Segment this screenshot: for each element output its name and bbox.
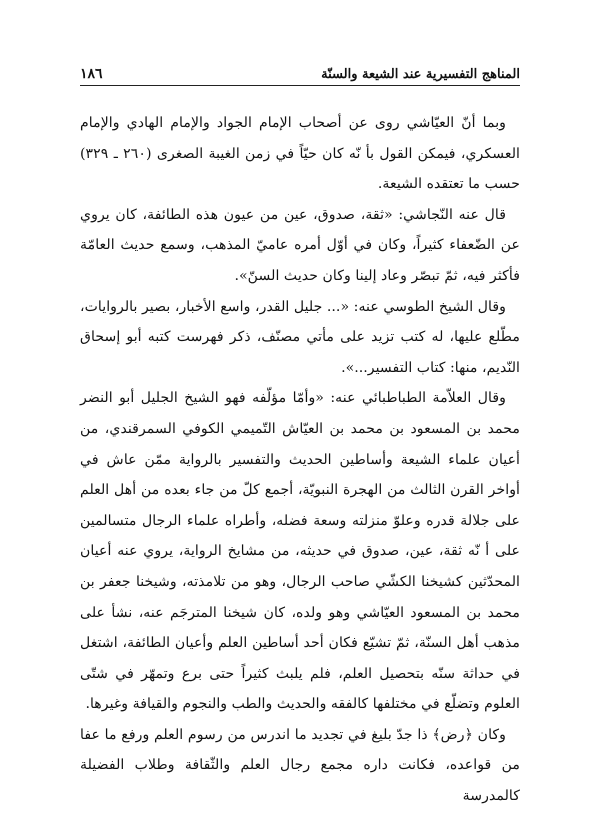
paragraph: وبما أنّ العيّاشي روى عن أصحاب الإمام الجواد والإمام الهادي والإمام العسكري، فيمكن القول بأ نّه كان حيّاً في زمن الغيبة الصغرى (٢٦٠ ـ ٣٢٩) حسب ما تعتقده الشيعة. — [80, 115, 520, 193]
body-text — [80, 108, 520, 812]
page-number: ١٨٦ — [80, 66, 103, 82]
paragraph: وقال الشيخ الطوسي عنه: «... جليل القدر، واسع الأخبار، بصير بالروايات، مطّلع عليها، له كتب تزيد على مأتي مصنّف، ذكر فهرست كتبه أبو إسحاق النّديم، منها: كتاب التفسير...». — [80, 298, 520, 376]
paragraph: قال عنه النّجاشي: «ثقة، صدوق، عين من عيون هذه الطائفة، كان يروي عن الضّعفاء كثيراً، وكان في أوّل أمره عاميّ المذهب، وسمع حديث العامّة فأكثر فيه، ثمّ تبصّر وعاد إلينا وكان حديث السنّ». — [80, 206, 520, 284]
running-header — [80, 56, 520, 86]
running-title: المناهج التفسيرية عند الشيعة والسنّة — [321, 67, 520, 82]
paragraph: وقال العلاّمة الطباطبائي عنه: «وأمّا مؤلّفه فهو الشيخ الجليل أبو النضر محمد بن المسعود بن محمد بن العيّاش التّميمي الكوفي السمرقندي، من أعيان علماء الشيعة وأساطين الحديث والتفسير بالرواية ممّن عاش في أواخر القرن الثالث من الهجرة النبويّة، أجمع كلّ من جاء بعده من أهل العلم على جلالة قدره وعلوّ منزلته وسعة فضله، وأطراه علماء الرجال متسالمين على أ نّه ثقة، عين، صدوق في حديثه، من مشايخ الرواية، يروي عنه أعيان المحدّثين كشيخنا الكشّي صاحب الرجال، وهو من تلامذته، وشيخنا جعفر بن محمد بن المسعود العيّاشي وهو ولده، كان شيخنا المترجَم عنه، نشأ على مذهب أهل السنّة، ثمّ تشيّع فكان أحد أساطين العلم وأعيان الطائفة، اشتغل في حداثة سنّه بتحصيل العلم، فلم يلبث كثيراً حتى برع وتمهّر في شتّى العلوم وتضلّع في مختلفها كالفقه والحديث والطب والنجوم والقيافة وغيرها. — [80, 390, 520, 713]
paragraph: وكان ﴿رض﴾ ذا جدّ بليغ في تجديد ما اندرس من رسوم العلم ورفع ما عفا من قواعده، فكانت داره مجمع رجال العلم والثّقافة وطلاب الفضيلة كالمدرسة — [80, 726, 520, 805]
